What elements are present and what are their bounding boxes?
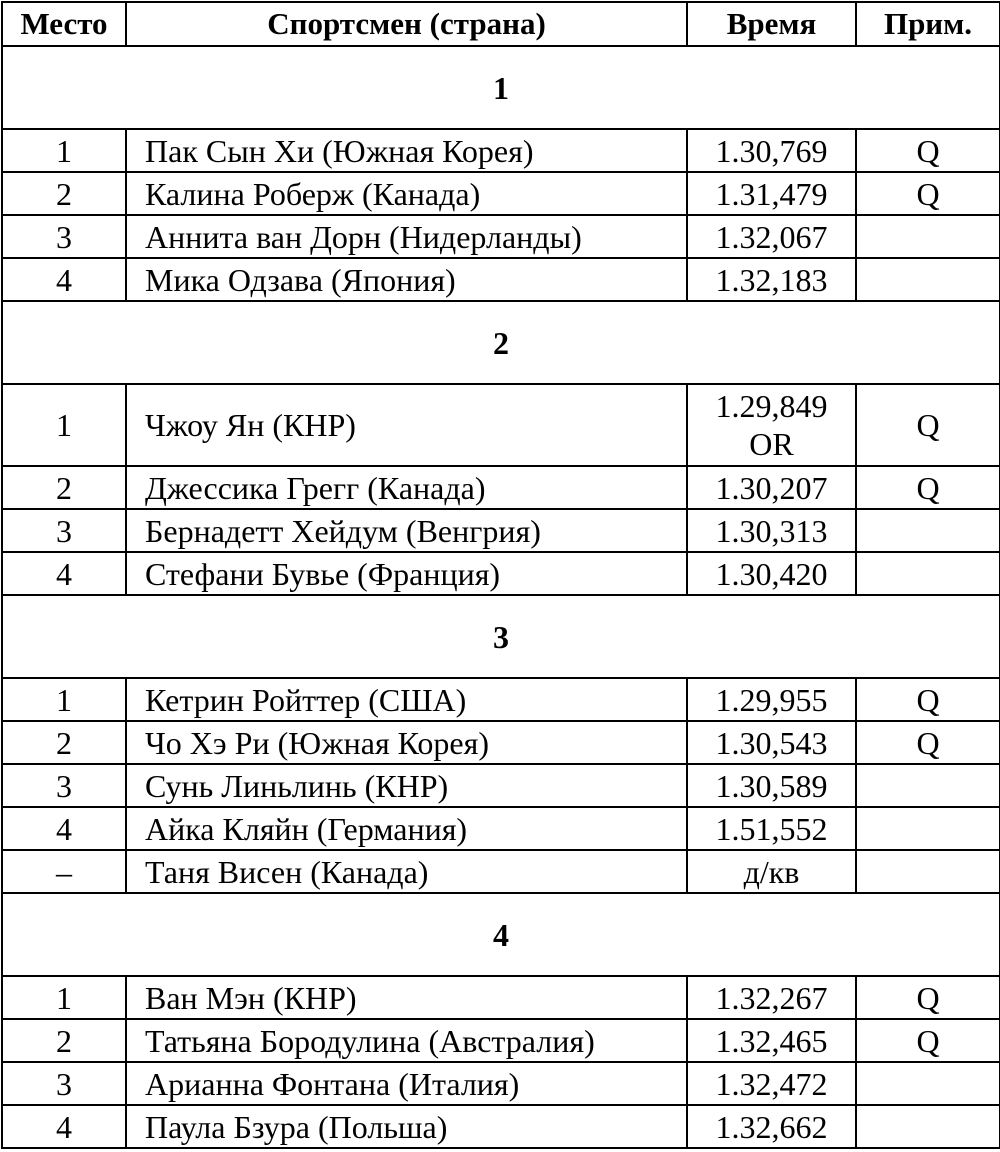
heat-header-row [2,595,1000,678]
time-cell: 1.32,465 [687,1019,856,1062]
time-cell: 1.30,543 [687,721,856,764]
header-row [2,2,1000,46]
place-cell: 3 [2,509,126,552]
time-cell: 1.29,955 [687,678,856,721]
header-time: Время [687,2,856,46]
heat-label: 2 [2,301,1000,384]
note-cell: Q [856,466,1000,509]
athlete-cell: Сунь Линьлинь (КНР) [126,764,687,807]
athlete-cell: Аннита ван Дорн (Нидерланды) [126,215,687,258]
heat-header-row [2,46,1000,129]
time-cell: 1.30,420 [687,552,856,595]
time-cell: д/кв [687,850,856,893]
note-cell [856,807,1000,850]
time-cell: 1.31,479 [687,172,856,215]
athlete-cell: Татьяна Бородулина (Австралия) [126,1019,687,1062]
athlete-cell: Ван Мэн (КНР) [126,976,687,1019]
athlete-cell: Айка Кляйн (Германия) [126,807,687,850]
header-place: Место [2,2,126,46]
note-cell: Q [856,129,1000,172]
time-cell: 1.30,207 [687,466,856,509]
time-value: 1.29,849 [715,388,828,424]
note-cell [856,509,1000,552]
table-row [2,466,1000,509]
note-cell: Q [856,721,1000,764]
time-cell: 1.32,067 [687,215,856,258]
note-cell [856,215,1000,258]
place-cell: – [2,850,126,893]
place-cell: 2 [2,466,126,509]
time-cell [687,384,856,466]
note-cell: Q [856,172,1000,215]
note-cell [856,764,1000,807]
heat-label: 1 [2,46,1000,129]
note-cell [856,552,1000,595]
place-cell: 3 [2,215,126,258]
athlete-cell: Кетрин Ройттер (США) [126,678,687,721]
time-cell: 1.32,662 [687,1105,856,1148]
table-row [2,850,1000,893]
record-mark: OR [749,426,794,462]
table-row [2,129,1000,172]
table-row [2,1105,1000,1148]
note-cell: Q [856,678,1000,721]
place-cell: 3 [2,1062,126,1105]
athlete-cell: Паула Бзура (Польша) [126,1105,687,1148]
time-cell: 1.51,552 [687,807,856,850]
note-cell [856,850,1000,893]
place-cell: 4 [2,258,126,301]
table-row [2,721,1000,764]
time-cell: 1.30,589 [687,764,856,807]
table-row [2,509,1000,552]
heat-label: 4 [2,893,1000,976]
note-cell: Q [856,1019,1000,1062]
place-cell: 4 [2,1105,126,1148]
time-cell: 1.30,313 [687,509,856,552]
results-table [1,1,1000,1149]
heat-label: 3 [2,595,1000,678]
athlete-cell: Чо Хэ Ри (Южная Корея) [126,721,687,764]
time-cell: 1.32,267 [687,976,856,1019]
table-row [2,215,1000,258]
place-cell: 1 [2,384,126,466]
note-cell: Q [856,384,1000,466]
athlete-cell: Джессика Грегг (Канада) [126,466,687,509]
athlete-cell: Арианна Фонтана (Италия) [126,1062,687,1105]
note-cell: Q [856,976,1000,1019]
place-cell: 3 [2,764,126,807]
place-cell: 1 [2,678,126,721]
table-row [2,764,1000,807]
time-cell: 1.30,769 [687,129,856,172]
table-row [2,807,1000,850]
place-cell: 2 [2,721,126,764]
table-row [2,1019,1000,1062]
place-cell: 2 [2,172,126,215]
athlete-cell: Бернадетт Хейдум (Венгрия) [126,509,687,552]
heat-header-row [2,893,1000,976]
table-row [2,678,1000,721]
table-row [2,172,1000,215]
note-cell [856,258,1000,301]
note-cell [856,1105,1000,1148]
heat-header-row [2,301,1000,384]
athlete-cell: Стефани Бувье (Франция) [126,552,687,595]
table-row [2,976,1000,1019]
table-row [2,258,1000,301]
table-row [2,1062,1000,1105]
athlete-cell: Пак Сын Хи (Южная Корея) [126,129,687,172]
athlete-cell: Таня Висен (Канада) [126,850,687,893]
athlete-cell: Чжоу Ян (КНР) [126,384,687,466]
table-row [2,384,1000,466]
time-cell: 1.32,472 [687,1062,856,1105]
place-cell: 4 [2,552,126,595]
table-row [2,552,1000,595]
place-cell: 1 [2,976,126,1019]
athlete-cell: Калина Роберж (Канада) [126,172,687,215]
header-note: Прим. [856,2,1000,46]
athlete-cell: Мика Одзава (Япония) [126,258,687,301]
place-cell: 1 [2,129,126,172]
results-body [2,46,1000,1148]
time-cell: 1.32,183 [687,258,856,301]
note-cell [856,1062,1000,1105]
place-cell: 4 [2,807,126,850]
header-athlete: Спортсмен (страна) [126,2,687,46]
place-cell: 2 [2,1019,126,1062]
